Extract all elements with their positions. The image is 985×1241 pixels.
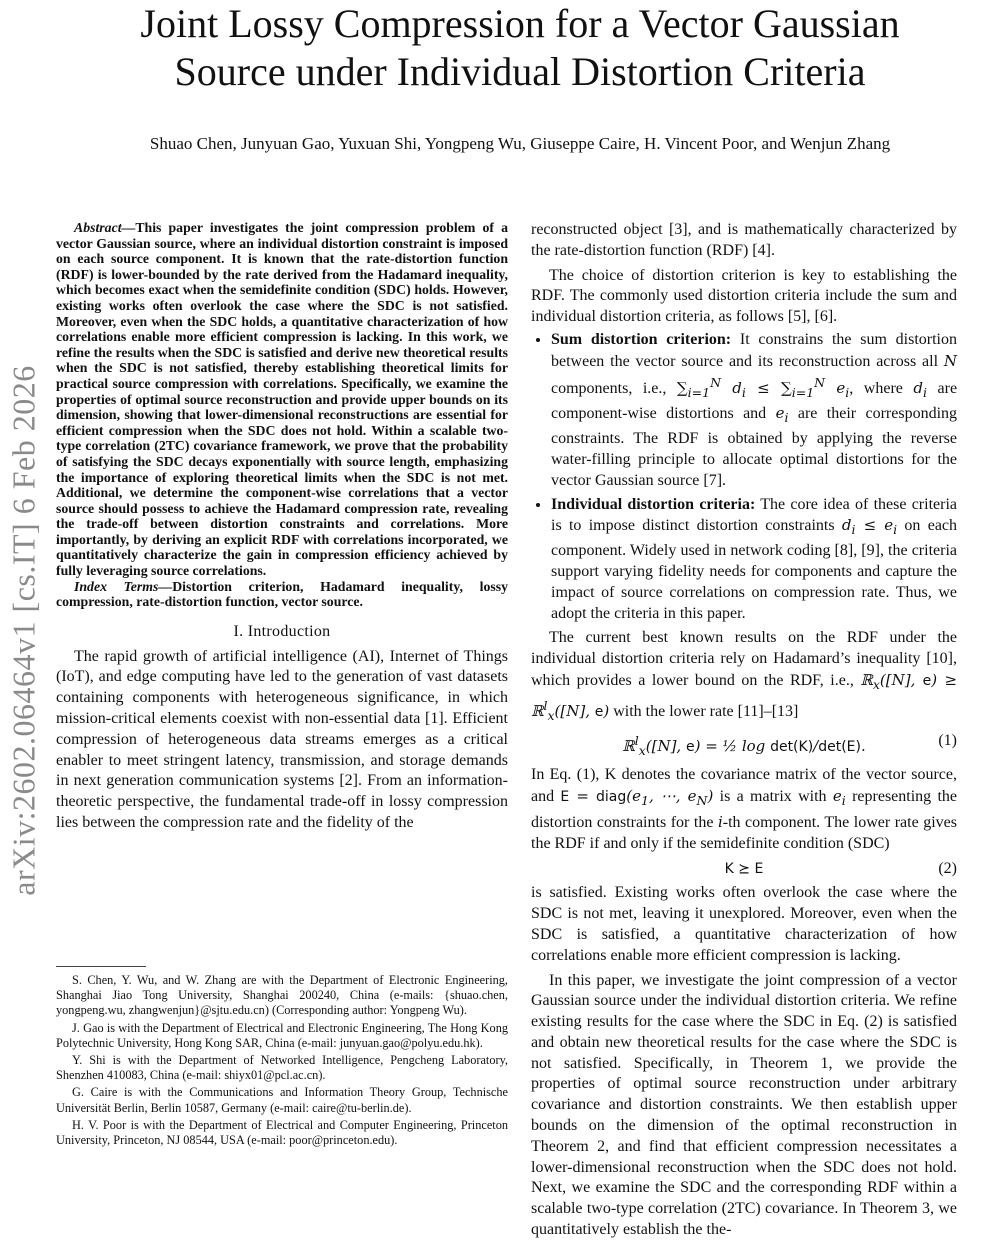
sum-criterion-text-e: are their corresponding constraints. The RDF is obtained by applying the reverse water-filling principle to allocate optimal distortions for the vector Gaussian source [7].	[551, 405, 958, 489]
sum-criterion-text-c: where	[863, 379, 903, 397]
title-line-2: Source under Individual Distortion Criteria	[174, 49, 866, 94]
sum-criterion-label: Sum distortion criterion:	[551, 330, 732, 348]
right-column	[531, 220, 957, 1241]
right-paragraph-5: is satisfied. Existing works often overlook the case where the SDC is not met, leaving it unexplored. Moreover, even when the SDC is satisfied, a quantitative characterization of how correlations enable more efficient compression is lacking.	[531, 884, 957, 964]
sum-criterion-text-d: are component-wise distortions and	[551, 379, 958, 423]
individual-criteria-text-b: on each component. Widely used in network coding [8], [9], the criteria support varying fidelity needs for components and capture the impact of source correlations on compression rate. Thus, we adopt the criteria in this paper.	[551, 517, 958, 622]
arxiv-watermark	[4, 320, 44, 940]
section-heading-introduction: I. Introduction	[233, 622, 331, 640]
right-paragraph-4-text-a: In Eq. (1), K denotes the covariance matrix of the vector source, and	[531, 766, 957, 806]
abstract	[56, 220, 508, 579]
abstract-text: This paper investigates the joint compression problem of a vector Gaussian source, where an individual distortion constraint is imposed on each source component. It is known that the rate-distortion function (RDF) is lower-bounded by the rate derived from the Hadamard inequality, which becomes exact when the semidefinite condition (SDC) holds. However, existing works often overlook the case where the SDC is not satisfied. Moreover, even when the SDC holds, a quantitative characterization of how correlations enable more efficient compression is lacking. In this work, we refine the results when the SDC is satisfied and derive new theoretical results when the SDC is not satisfied, thereby establishing theoretical limits for practical source compression with correlations. Specifically, we examine the properties of optimal source reconstruction and provide upper bounds on its dimension, showing that lower-dimensional reconstructions are essential for efficient compression when the SDC does not hold. Within a scalable two-type correlation (2TC) covariance framework, we prove that the probability of satisfying the SDC decays exponentially with source length, emphasizing the importance of exploring theoretical limits when the SDC is not met. Additional, we determine the component-wise correlations that a vector source should possess to achieve the Hadamard compression rate, revealing the trade-off between distortion constraints and correlations. More importantly, by deriving an explicit RDF with correlations incorporated, we quantitatively characterize the gain in compression efficiency achieved by fully leveraging source correlations.	[56, 220, 508, 579]
equation-2-body: K ⪰ E	[724, 860, 764, 877]
right-paragraph-4: In Eq. (1), K denotes the covariance matrix of the vector source, and $E = diag(e_1$, ⋯, $e_N$) is a matrix with $e_i$ representing the distortion constraints for the i-th component. The lower rate gives the RDF if and only if the semidefinite condition (SDC)	[531, 766, 958, 852]
right-paragraph-4-text-b: is a matrix with	[719, 788, 827, 806]
right-paragraph-2: The choice of distortion criterion is key to establishing the RDF. The commonly used distortion criteria include the sum and individual distortion criteria, as follows [5], [6].	[531, 266, 957, 326]
index-terms-label: Index Terms—	[74, 578, 173, 594]
individual-criteria-text-a: The core idea of these criteria is to impose distinct distortion constraints	[551, 495, 957, 535]
individual-criteria-label: Individual distortion criteria:	[551, 495, 756, 513]
intro-paragraph-1: The rapid growth of artificial intelligence (AI), Internet of Things (IoT), and edge computing have led to the generation of vast datasets containing components with heterogeneous significance, in which mission-critical elements coexist with non-essential data [1]. Efficient compression of heterogeneous data streams emerges as a critical enabler to meet stringent latency, transmission, and storage demands in next generation communication systems [2]. From an information-theoretic perspective, the fundamental trade-off in lossy compression lies between the compression rate and the fidelity of the	[56, 647, 508, 832]
equation-1-number: (1)	[938, 731, 957, 749]
right-paragraph-4-text-d: -th component. The lower rate gives the RDF if and only if the semidefinite condition (SDC)	[531, 813, 958, 852]
criteria-list	[531, 330, 957, 624]
footnote-rule	[56, 966, 146, 967]
footnote-4: G. Caire is with the Communications and Information Theory Group, Technische Universität Berlin, Berlin 10587, Germany (e-mail: caire@tu-berlin.de).	[56, 1085, 508, 1115]
right-paragraph-1: reconstructed object [3], and is mathematically characterized by the rate-distortion function (RDF) [4].	[531, 221, 957, 259]
author-footnotes	[56, 966, 508, 1150]
equation-2	[531, 859, 957, 880]
index-terms-text: Distortion criterion, Hadamard inequality, lossy compression, rate-distortion function, vector source.	[56, 578, 508, 610]
abstract-label: Abstract—	[74, 220, 136, 235]
author-list: Shuao Chen, Junyuan Gao, Yuxuan Shi, Yongpeng Wu, Giuseppe Caire, H. Vincent Poor, and Wenjun Zhang	[149, 134, 891, 153]
index-terms	[56, 579, 508, 610]
list-item-sum-criterion: • Sum distortion criterion: It constrains the sum distortion between the vector source and its reconstruction across all N components, i.e., $\sum_{i=1}^N$ $d_i \le \sum_{i=1}^N$ $e_i$, where $d_i$ are component-wise distortions and $e_i$ are their corresponding constraints. The RDF is obtained by applying the reverse water-filling principle to allocate optimal distortions for the vector Gaussian source [7].	[551, 330, 957, 492]
right-paragraph-3-text-a: The current best known results on the RDF under the individual distortion criteria rely on Hadamard’s inequality [10], which provides a lower bound on the RDF, i.e.,	[531, 629, 957, 689]
right-paragraph-6: In this paper, we investigate the joint compression of a vector Gaussian source under the individual distortion criteria. We refine existing results for the case where the SDC in Eq. (2) is satisfied and obtain new theoretical results for the case where the SDC is not satisfied. Specifically, in Theorem 1, we provide the properties of optimal source reconstruction under arbitrary covariance and distortion constraints. We then establish upper bounds on the dimension of the optimal reconstruction in Theorem 2, and find that efficient compression necessitates a lower-dimensional reconstruction when the SDC does not hold. Next, we examine the SDC and the corresponding RDF within a scalable two-type correlation (2TC) covariance. In Theorem 3, we quantitatively establish the the-	[531, 971, 957, 1239]
right-paragraph-3-text-b: with the lower rate [11]–[13]	[613, 702, 799, 720]
right-paragraph-4-text-c: representing the distortion constraints for the	[531, 788, 958, 831]
footnote-3: Y. Shi is with the Department of Networked Intelligence, Pengcheng Laboratory, Shenzhen 410083, China (e-mail: shiyx01@pcl.ac.cn).	[56, 1053, 508, 1083]
arxiv-id: arXiv:2602.06464v1 [cs.IT] 6 Feb 2026	[5, 364, 42, 896]
footnote-1: S. Chen, Y. Wu, and W. Zhang are with the Department of Electronic Engineering, Shanghai Jiao Tong University, Shanghai 200240, China (e-mails: {shuao.chen, yongpeng.wu, zhangwenjun}@sjtu.edu.cn) (Corresponding author: Yongpeng Wu).	[56, 973, 508, 1018]
footnote-2: J. Gao is with the Department of Electrical and Electronic Engineering, The Hong Kong Polytechnic University, Hong Kong SAR, China (e-mail: junyuan.gao@polyu.edu.hk).	[56, 1020, 508, 1050]
title-line-1: Joint Lossy Compression for a Vector Gaussian	[140, 1, 900, 46]
list-item-individual-criteria: • Individual distortion criteria: The core idea of these criteria is to impose distinct distortion constraints $d_i \le e_i$ on each component. Widely used in network coding [8], [9], the criteria support varying fidelity needs for components and capture the impact of source correlations on compression rate. Thus, we adopt the criteria in this paper.	[551, 495, 957, 625]
equation-1	[531, 731, 957, 762]
paper-title	[60, 0, 980, 96]
equation-2-number: (2)	[938, 859, 957, 877]
right-paragraph-3: The current best known results on the RDF under the individual distortion criteria rely on Hadamard’s inequality [10], which provides a lower bound on the RDF, i.e., ℝ$_x$([N], e) ≥ ℝ$^l_x$([N], e) with the lower rate [11]–[13]	[531, 629, 958, 723]
equation-1-body: ℝ$^l_x$([N], e) = ½ log det(K)/det(E).	[622, 732, 866, 758]
sum-criterion-text-b: components, i.e.,	[551, 379, 667, 397]
footnote-5: H. V. Poor is with the Department of Electrical and Computer Engineering, Princeton University, Princeton, NJ 08544, USA (e-mail: poor@princeton.edu).	[56, 1117, 508, 1148]
sum-criterion-text-a: It constrains the sum distortion between the vector source and its reconstruction across all	[551, 330, 957, 370]
left-column	[56, 220, 508, 834]
